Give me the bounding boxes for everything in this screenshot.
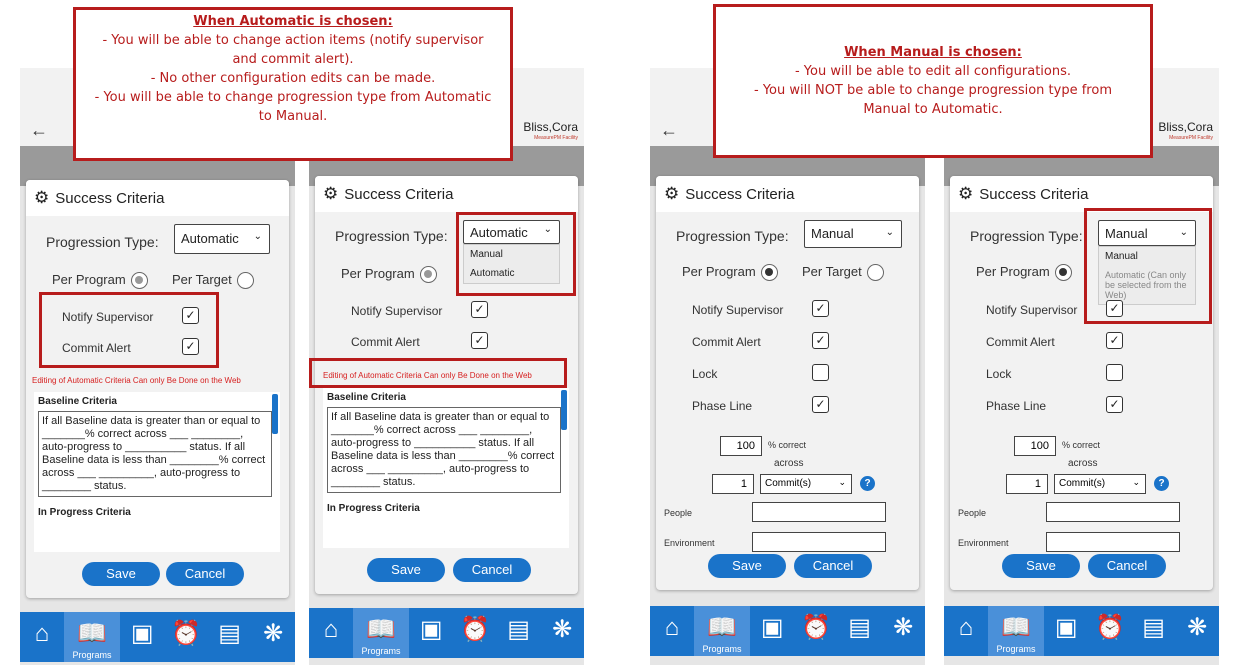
card-title: Success Criteria — [344, 185, 454, 203]
per-target-radio[interactable] — [237, 272, 254, 289]
per-program-radio[interactable] — [420, 266, 437, 283]
callout-automatic-title: When Automatic is chosen: — [193, 14, 393, 29]
lock-label: Lock — [692, 367, 718, 381]
notify-supervisor-checkbox[interactable]: ✓ — [1106, 300, 1123, 317]
percent-input[interactable]: 100 — [720, 436, 762, 456]
phase-line-label: Phase Line — [692, 399, 753, 413]
book-icon: 📖 — [1001, 614, 1031, 641]
inprogress-criteria-title: In Progress Criteria — [327, 503, 420, 514]
inprogress-criteria-title: In Progress Criteria — [38, 507, 131, 518]
chevron-down-icon: ⌄ — [1179, 227, 1188, 238]
callout-automatic-line: and commit alert). — [232, 52, 354, 67]
baseline-criteria-title: Baseline Criteria — [327, 392, 406, 403]
per-program-option[interactable]: Per Program — [682, 264, 778, 281]
card-header — [315, 176, 578, 212]
per-program-option[interactable]: Per Program — [976, 264, 1072, 281]
scrollbar[interactable] — [561, 390, 567, 430]
progression-type-select[interactable]: Manual ⌄ — [804, 220, 902, 248]
commit-alert-checkbox[interactable]: ✓ — [812, 332, 829, 349]
percent-input[interactable]: 100 — [1014, 436, 1056, 456]
gear-icon: ⚙ — [664, 184, 680, 203]
callout-automatic-line: to Manual. — [258, 109, 328, 124]
highlight-automatic-dropdown — [456, 212, 576, 296]
people-label: People — [664, 508, 693, 518]
callout-automatic-line: - No other configuration edits can be made. — [150, 71, 436, 86]
notify-supervisor-label: Notify Supervisor — [986, 303, 1078, 317]
cancel-button[interactable]: Cancel — [794, 554, 872, 578]
people-input[interactable] — [1046, 502, 1180, 522]
baseline-criteria-title: Baseline Criteria — [38, 396, 117, 407]
save-button[interactable]: Save — [1002, 554, 1080, 578]
alarm-icon[interactable]: ⏰ — [459, 616, 490, 643]
facility-name: MeasurePM Facility — [1169, 135, 1213, 141]
progression-type-select[interactable]: Manual ⌄ — [1098, 220, 1196, 246]
chevron-down-icon: ⌄ — [885, 227, 894, 238]
cancel-button[interactable]: Cancel — [166, 562, 244, 586]
environment-input[interactable] — [752, 532, 886, 552]
gear-icon: ⚙ — [34, 188, 50, 207]
notify-supervisor-label: Notify Supervisor — [692, 303, 784, 317]
highlight-warning — [309, 358, 567, 388]
scrollbar[interactable] — [272, 394, 278, 434]
per-program-option[interactable]: Per Program — [341, 266, 437, 283]
per-program-option[interactable]: Per Program — [52, 272, 148, 289]
phase-line-label: Phase Line — [986, 399, 1047, 413]
dropdown-option-manual[interactable]: Manual — [470, 249, 503, 260]
save-button[interactable]: Save — [708, 554, 786, 578]
automatic-warning: Editing of Automatic Criteria Can only Be Done on the Web — [323, 371, 532, 380]
callout-manual-line: - You will be able to edit all configurations. — [794, 64, 1072, 79]
card-header — [950, 176, 1213, 212]
home-icon[interactable]: ⌂ — [323, 616, 339, 643]
tally-icon[interactable]: ▤ — [507, 616, 530, 643]
callout-manual-title: When Manual is chosen: — [844, 45, 1022, 60]
percent-label: % correct — [1062, 440, 1101, 450]
progression-type-label: Progression Type: — [676, 228, 789, 244]
baseline-criteria-text: If all Baseline data is greater than or equal to _______% correct across ___ ________, auto-progress to __________ status. If all Baseline data is less than ________% correct across ___ _________, auto-progress to ________ status. — [38, 411, 272, 497]
chevron-down-icon: ⌄ — [543, 224, 552, 235]
commit-alert-label: Commit Alert — [351, 335, 420, 349]
home-icon[interactable]: ⌂ — [664, 614, 680, 641]
phase-line-checkbox[interactable]: ✓ — [812, 396, 829, 413]
commit-alert-checkbox[interactable]: ✓ — [1106, 332, 1123, 349]
lock-checkbox[interactable] — [812, 364, 829, 381]
across-label: across — [1068, 458, 1098, 469]
per-target-option[interactable]: Per Target — [172, 272, 254, 289]
hand-icon[interactable]: ❋ — [893, 614, 914, 641]
notify-supervisor-checkbox[interactable]: ✓ — [182, 307, 199, 324]
commit-alert-checkbox[interactable]: ✓ — [182, 338, 199, 355]
gear-icon: ⚙ — [323, 184, 339, 203]
callout-manual-line: - You will NOT be able to change progression type from — [754, 83, 1112, 98]
commit-alert-label: Commit Alert — [692, 335, 761, 349]
bottom-nav — [20, 612, 295, 662]
criteria-scroll-area[interactable] — [34, 392, 280, 552]
book-icon: 📖 — [77, 620, 107, 647]
per-program-radio[interactable] — [1055, 264, 1072, 281]
commit-type-select[interactable]: Commit(s) ⌄ — [1054, 474, 1146, 494]
nav-programs[interactable]: 📖 Programs — [353, 608, 410, 658]
highlight-action-items — [39, 292, 219, 368]
dropdown-option-manual[interactable]: Manual — [1105, 251, 1138, 262]
progression-type-label: Progression Type: — [335, 228, 448, 244]
commit-alert-checkbox[interactable]: ✓ — [471, 332, 488, 349]
criteria-scroll-area[interactable] — [323, 388, 569, 548]
people-input[interactable] — [752, 502, 886, 522]
hand-icon[interactable]: ❋ — [1187, 614, 1208, 641]
commit-alert-label: Commit Alert — [986, 335, 1055, 349]
dropdown-option-automatic-disabled: Automatic (Can only be selected from the Web) — [1105, 270, 1187, 300]
environment-label: Environment — [664, 538, 715, 548]
gear-icon: ⚙ — [958, 184, 974, 203]
lock-checkbox[interactable] — [1106, 364, 1123, 381]
nav-programs[interactable]: 📖 Programs — [64, 612, 121, 662]
callout-manual-line: Manual to Automatic. — [863, 102, 1003, 117]
save-button[interactable]: Save — [367, 558, 445, 582]
progression-type-select[interactable]: Automatic ⌄ — [463, 220, 560, 244]
success-criteria-card — [26, 180, 289, 598]
cancel-button[interactable]: Cancel — [453, 558, 531, 582]
alarm-icon[interactable]: ⏰ — [170, 620, 201, 647]
nav-programs[interactable]: 📖 Programs — [694, 606, 751, 656]
hand-icon[interactable]: ❋ — [263, 620, 284, 647]
notify-supervisor-label: Notify Supervisor — [351, 304, 443, 318]
card-title: Success Criteria — [979, 185, 1089, 203]
facility-name: MeasurePM Facility — [534, 135, 578, 141]
card-header — [656, 176, 919, 212]
callout-manual — [713, 4, 1153, 158]
phase-line-checkbox[interactable]: ✓ — [1106, 396, 1123, 413]
home-icon[interactable]: ⌂ — [958, 614, 974, 641]
back-arrow-icon[interactable]: ← — [660, 120, 678, 140]
automatic-warning: Editing of Automatic Criteria Can only Be Done on the Web — [32, 376, 241, 385]
per-program-radio[interactable] — [131, 272, 148, 289]
commit-alert-label: Commit Alert — [62, 341, 131, 355]
tally-icon[interactable]: ▤ — [848, 614, 871, 641]
across-label: across — [774, 458, 804, 469]
callout-automatic — [73, 7, 513, 161]
card-title: Success Criteria — [55, 189, 165, 207]
callout-automatic-line: - You will be able to change progression type from Automatic — [94, 90, 492, 105]
per-program-radio[interactable] — [761, 264, 778, 281]
progression-type-label: Progression Type: — [970, 228, 1083, 244]
progression-type-label: Progression Type: — [46, 234, 159, 250]
baseline-criteria-text: If all Baseline data is greater than or equal to _______% correct across ___ ________, auto-progress to __________ status. If all Baseline data is less than ________% correct across ___ _________, auto-progress to ________ status. — [327, 407, 561, 493]
user-name: Bliss,Cora — [523, 120, 578, 134]
bottom-nav — [944, 606, 1219, 656]
dropdown-option-automatic[interactable]: Automatic — [470, 268, 515, 279]
card-title: Success Criteria — [685, 185, 795, 203]
per-target-option[interactable]: Per Target — [802, 264, 884, 281]
per-target-radio[interactable] — [867, 264, 884, 281]
chest-icon[interactable]: ▣ — [130, 620, 154, 647]
alarm-icon[interactable]: ⏰ — [800, 614, 831, 641]
home-icon[interactable]: ⌂ — [34, 620, 50, 647]
bottom-nav — [309, 608, 584, 658]
commit-type-select[interactable]: Commit(s) ⌄ — [760, 474, 852, 494]
chest-icon[interactable]: ▣ — [760, 614, 784, 641]
commit-count-input[interactable]: 1 — [712, 474, 754, 494]
notify-supervisor-label: Notify Supervisor — [62, 310, 154, 324]
chevron-down-icon: ⌄ — [1132, 477, 1140, 487]
alarm-icon[interactable]: ⏰ — [1094, 614, 1125, 641]
chest-icon[interactable]: ▣ — [1054, 614, 1078, 641]
lock-label: Lock — [986, 367, 1012, 381]
chevron-down-icon: ⌄ — [838, 477, 846, 487]
cancel-button[interactable]: Cancel — [1088, 554, 1166, 578]
percent-label: % correct — [768, 440, 807, 450]
highlight-manual-dropdown — [1084, 208, 1212, 324]
back-arrow-icon[interactable]: ← — [30, 120, 48, 140]
success-criteria-card — [656, 176, 919, 590]
commit-count-input[interactable]: 1 — [1006, 474, 1048, 494]
user-name: Bliss,Cora — [1158, 120, 1213, 134]
environment-label: Environment — [958, 538, 1009, 548]
environment-input[interactable] — [1046, 532, 1180, 552]
help-icon[interactable]: ? — [860, 476, 875, 491]
progression-type-select[interactable]: Automatic ⌄ — [174, 224, 270, 254]
notify-supervisor-checkbox[interactable]: ✓ — [471, 301, 488, 318]
save-button[interactable]: Save — [82, 562, 160, 586]
tally-icon[interactable]: ▤ — [218, 620, 241, 647]
people-label: People — [958, 508, 987, 518]
book-icon: 📖 — [366, 616, 396, 643]
bottom-nav — [650, 606, 925, 656]
chest-icon[interactable]: ▣ — [419, 616, 443, 643]
nav-programs[interactable]: 📖 Programs — [988, 606, 1045, 656]
book-icon: 📖 — [707, 614, 737, 641]
card-header — [26, 180, 289, 216]
notify-supervisor-checkbox[interactable]: ✓ — [812, 300, 829, 317]
help-icon[interactable]: ? — [1154, 476, 1169, 491]
chevron-down-icon: ⌄ — [253, 231, 262, 242]
hand-icon[interactable]: ❋ — [552, 616, 573, 643]
tally-icon[interactable]: ▤ — [1142, 614, 1165, 641]
callout-automatic-line: - You will be able to change action items (notify supervisor — [102, 33, 484, 48]
